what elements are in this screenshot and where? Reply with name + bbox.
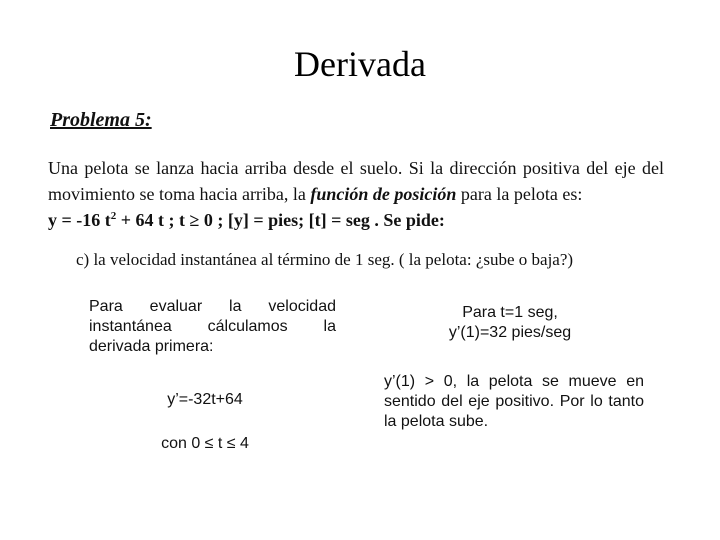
problem-statement-image xyxy=(48,104,672,274)
problem-line-2 xyxy=(48,182,582,206)
conclusion-text: y’(1) > 0, la pelota se mueve en sentido del eje positivo. Por lo tanto la pelota sube. xyxy=(384,373,644,430)
slide-title: Derivada xyxy=(294,44,426,84)
formula-part-b: + 64 t ; t ≥ 0 ; [y] = pies; [t] = seg . Se pide: xyxy=(116,210,445,230)
derivative-formula: y’=-32t+64 xyxy=(167,391,243,408)
evaluation-line-2: y’(1)=32 pies/seg xyxy=(448,324,572,341)
derivative-intro-text: Para evaluar la velocidad instantánea cálculamos la derivada primera: xyxy=(89,298,336,355)
position-function-emphasis: función de posición xyxy=(310,184,457,204)
problem-line-2-end: para la pelota es: xyxy=(460,184,583,204)
domain-condition: con 0 ≤ t ≤ 4 xyxy=(161,435,249,452)
problem-line-2-start: movimiento se toma hacia arriba, la xyxy=(48,184,306,204)
problem-part-c: c) la velocidad instantánea al término de 1 seg. ( la pelota: ¿sube o baja?) xyxy=(76,250,574,269)
evaluation-line-1: Para t=1 seg, xyxy=(462,304,558,321)
formula-exponent: 2 xyxy=(110,210,117,222)
position-function-formula xyxy=(48,208,445,232)
evaluation-block xyxy=(384,303,636,343)
formula-part-a: y = -16 t xyxy=(48,210,111,230)
problem-line-1: Una pelota se lanza hacia arriba desde el suelo. Si la dirección positiva del eje del xyxy=(48,158,664,178)
problem-heading: Problema 5: xyxy=(50,109,152,131)
